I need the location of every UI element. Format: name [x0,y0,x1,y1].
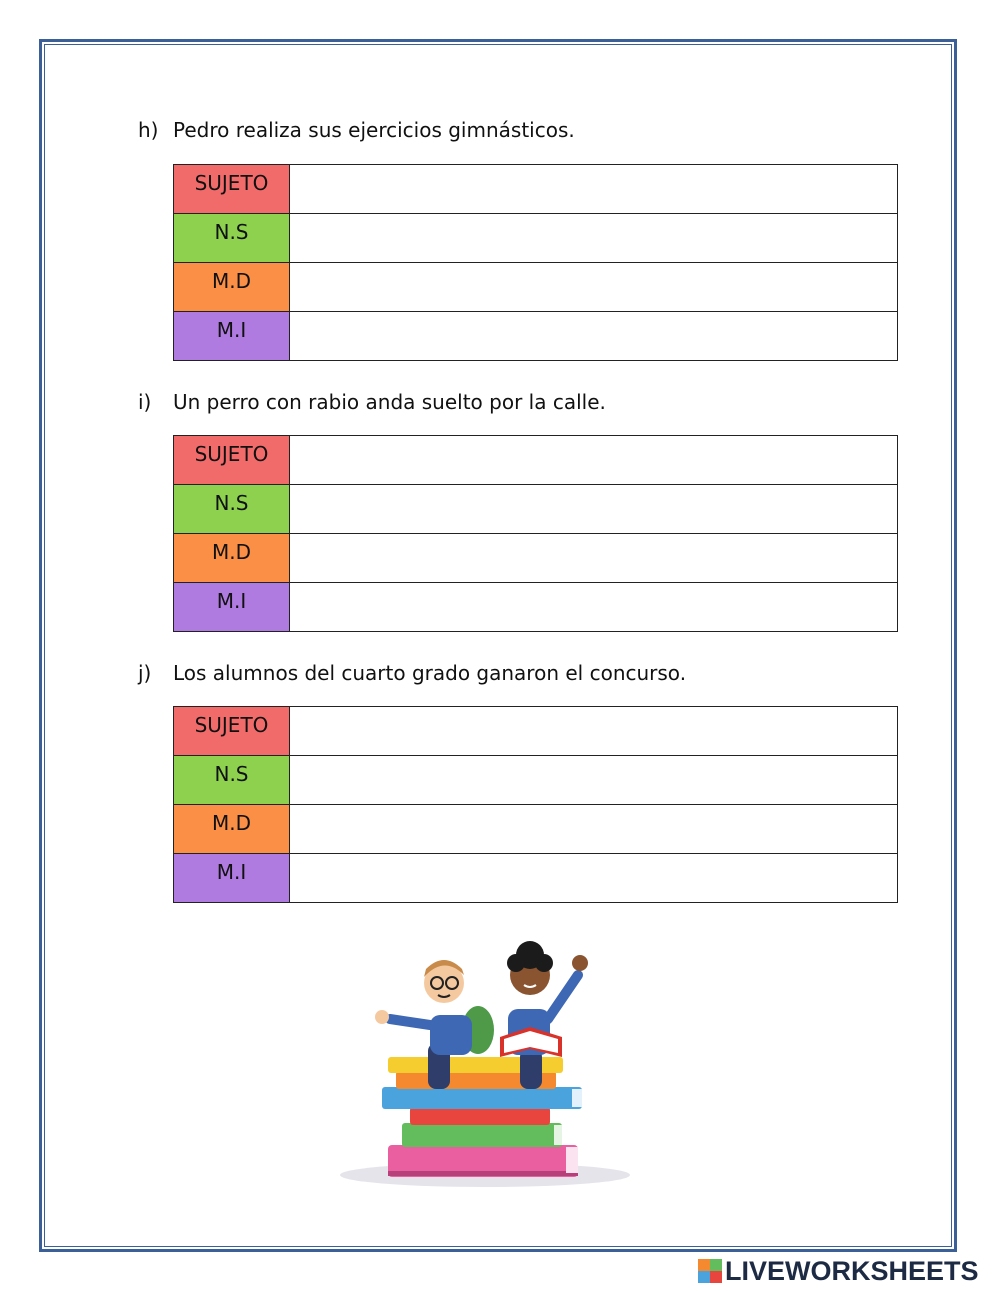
mi-answer-field[interactable] [290,854,898,903]
table-row [174,534,898,583]
table-row [174,165,898,214]
label-ns: N.S [174,214,290,263]
md-answer-field[interactable] [290,534,898,583]
sujeto-answer-field[interactable] [290,436,898,485]
table-row [174,854,898,903]
kids-on-books-illustration [330,925,640,1200]
label-mi: M.I [174,854,290,903]
label-sujeto: SUJETO [174,165,290,214]
question-j [138,661,686,685]
table-row [174,756,898,805]
md-answer-field[interactable] [290,805,898,854]
question-h [138,118,575,142]
answer-table-j [173,706,898,903]
question-text: Pedro realiza sus ejercicios gimnásticos. [173,118,575,142]
label-sujeto: SUJETO [174,707,290,756]
sujeto-answer-field[interactable] [290,165,898,214]
label-md: M.D [174,805,290,854]
table-row [174,583,898,632]
table-row [174,485,898,534]
liveworksheets-logo-icon [698,1259,722,1283]
answer-table-i [173,435,898,632]
table-row [174,214,898,263]
table-row [174,805,898,854]
mi-answer-field[interactable] [290,312,898,361]
label-ns: N.S [174,756,290,805]
label-ns: N.S [174,485,290,534]
label-md: M.D [174,263,290,312]
md-answer-field[interactable] [290,263,898,312]
label-mi: M.I [174,583,290,632]
mi-answer-field[interactable] [290,583,898,632]
table-row [174,436,898,485]
brand-name: LIVEWORKSHEETS [725,1255,979,1286]
label-md: M.D [174,534,290,583]
question-text: Los alumnos del cuarto grado ganaron el concurso. [173,661,687,685]
ns-answer-field[interactable] [290,214,898,263]
question-letter: i) [138,390,152,414]
table-row [174,263,898,312]
liveworksheets-brand [698,1255,979,1287]
answer-table-h [173,164,898,361]
table-row [174,707,898,756]
table-row [174,312,898,361]
ns-answer-field[interactable] [290,485,898,534]
question-letter: h) [138,118,159,142]
question-letter: j) [138,661,152,685]
question-text: Un perro con rabio anda suelto por la calle. [173,390,606,414]
label-mi: M.I [174,312,290,361]
ns-answer-field[interactable] [290,756,898,805]
sujeto-answer-field[interactable] [290,707,898,756]
question-i [138,390,606,414]
label-sujeto: SUJETO [174,436,290,485]
